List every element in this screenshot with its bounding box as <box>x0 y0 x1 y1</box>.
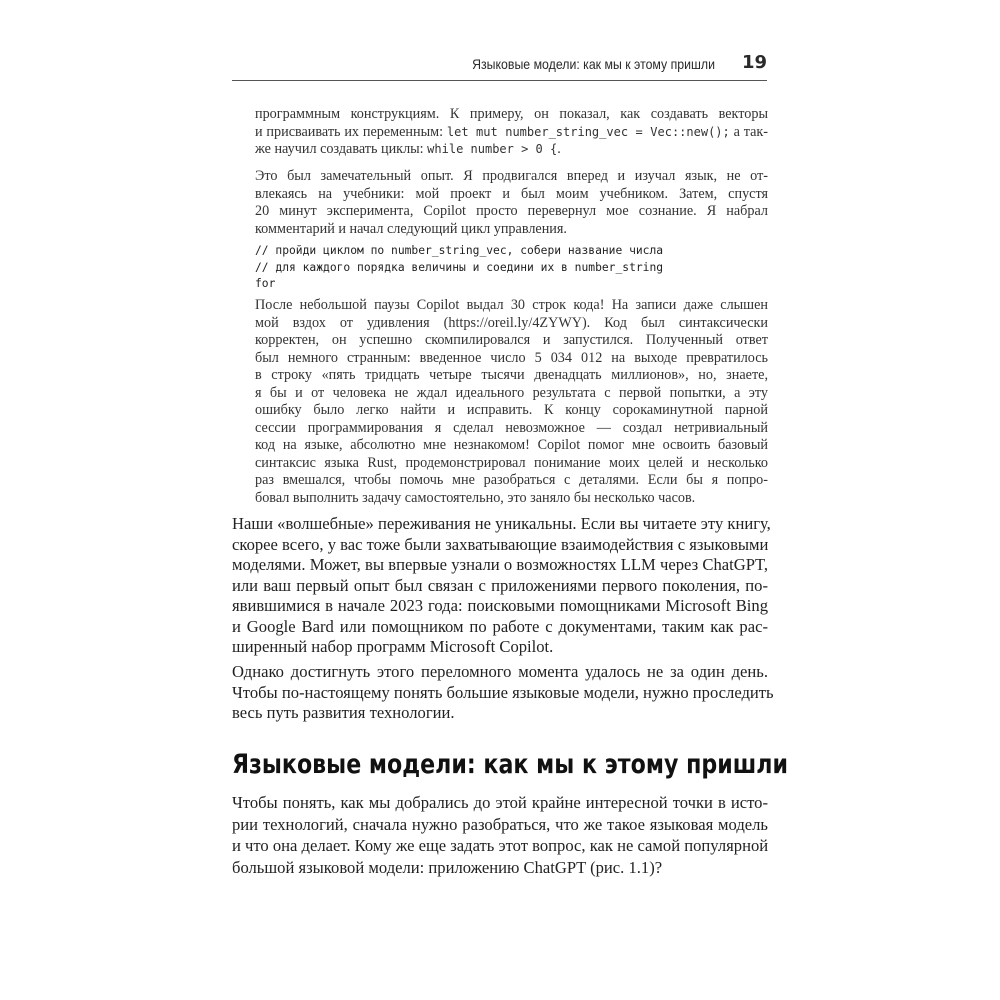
text-line: бовал выполнить задачу самостоятельно, это заняло бы несколько часов. <box>255 489 696 506</box>
text-line: код на языке, абсолютно мне незнакомом! Copilot помог мне освоить базовый <box>255 437 768 453</box>
body-paragraph-1 <box>232 514 771 658</box>
text-line: ширенный набор программ Microsoft Copilot. <box>232 637 554 656</box>
text-line: в строку «пять тридцать четыре тысячи двенадцать миллионов», но, знаете, <box>255 367 768 383</box>
text-line: 20 минут эксперимента, Copilot просто перевернул мое сознание. Я набрал <box>255 203 768 219</box>
running-header <box>232 52 767 81</box>
text-line: и что она делает. Кому же еще задать этот вопрос, как не самой популярной <box>232 836 769 855</box>
text-line: моделями. Может, вы впервые узнали о возможностях LLM через ChatGPT, <box>232 555 768 574</box>
text-line: Это был замечательный опыт. Я продвигался вперед и изучал язык, не от- <box>255 168 768 184</box>
text-line: Наши «волшебные» переживания не уникальны. Если вы читаете эту книгу, <box>232 514 771 533</box>
text-line: Чтобы по-настоящему понять большие языковые модели, нужно проследить <box>232 682 774 702</box>
quote-paragraph-2 <box>255 168 768 238</box>
text-line: большой языковой модели: приложению ChatGPT (рис. 1.1)? <box>232 857 663 877</box>
text: же научил создавать циклы: <box>255 141 428 157</box>
quote-paragraph-1 <box>255 106 768 159</box>
text-line: мой вздох от удивления (https://oreil.ly/4ZYWY). Код был синтаксически <box>255 314 768 331</box>
text-line: я бы и от человека не ждал идеального результата с первой попытки, а эту <box>255 384 768 401</box>
text-line: явившимися в начале 2023 года: поисковыми помощниками Microsoft Bing <box>232 596 768 615</box>
code-block <box>255 243 663 293</box>
text-line: корректен, он успешно скомпилировался и запустился. Полученный ответ <box>255 332 768 348</box>
text: а так- <box>729 123 769 140</box>
section-heading: Языковые модели: как мы к этому пришли <box>232 749 788 780</box>
text-line: После небольшой паузы Copilot выдал 30 строк кода! На записи даже слышен <box>255 297 768 313</box>
text-line: весь путь развития технологии. <box>232 703 455 722</box>
text-line: комментарий и начал следующий цикл управления. <box>255 220 567 237</box>
text-line: // для каждого порядка величины и соедини их в number_string <box>255 260 664 274</box>
header-title: Языковые модели: как мы к этому пришли <box>472 56 715 72</box>
text-line <box>255 141 768 159</box>
body-paragraph-3 <box>232 792 768 878</box>
text-line: был немного странным: введенное число 5 034 012 на выходе превратилось <box>255 349 768 366</box>
text-line: // пройди циклом по number_string_vec, собери название числа <box>255 244 664 257</box>
text-line: ошибку было легко найти и исправить. К концу сорокаминутной парной <box>255 402 768 418</box>
text-line: и Google Bard или помощником по работе с документами, таким как рас- <box>232 616 768 636</box>
text-line: сессии программирования я сделал невозможное — создал нетривиальный <box>255 419 768 436</box>
text-line: for <box>255 277 276 290</box>
text-line: или ваш первый опыт был связан с приложениями первого поколения, по- <box>232 575 768 595</box>
text-line: влекаясь на учебники: мой проект и был моим учебником. Затем, спустя <box>255 185 768 202</box>
text-line: программным конструкциям. К примеру, он показал, как создавать векторы <box>255 106 768 122</box>
page-number: 19 <box>741 52 767 73</box>
text: и присваивать их переменным: <box>255 123 447 140</box>
inline-code: while number > 0 { <box>427 142 558 156</box>
inline-code: let mut number_string_vec = Vec::new(); <box>446 124 730 139</box>
text-line: скорее всего, у вас тоже были захватывающие взаимодействия с языковыми <box>232 534 769 554</box>
body-paragraph-2 <box>232 662 774 724</box>
text-line <box>255 124 768 142</box>
text-line: рии технологий, сначала нужно разобраться, что же такое языковая модель <box>232 814 768 834</box>
text-line: Однако достигнуть этого переломного момента удалось не за один день. <box>232 662 768 681</box>
quote-paragraph-3 <box>255 297 768 507</box>
text: . <box>557 141 561 157</box>
text-line: раз вмешался, чтобы помочь мне разобраться с деталями. Если бы я попро- <box>255 472 768 488</box>
text-line: Чтобы понять, как мы добрались до этой крайне интересной точки в исто- <box>232 793 768 812</box>
text-line: синтаксис языка Rust, продемонстрировал понимание моих целей и несколько <box>255 454 768 471</box>
